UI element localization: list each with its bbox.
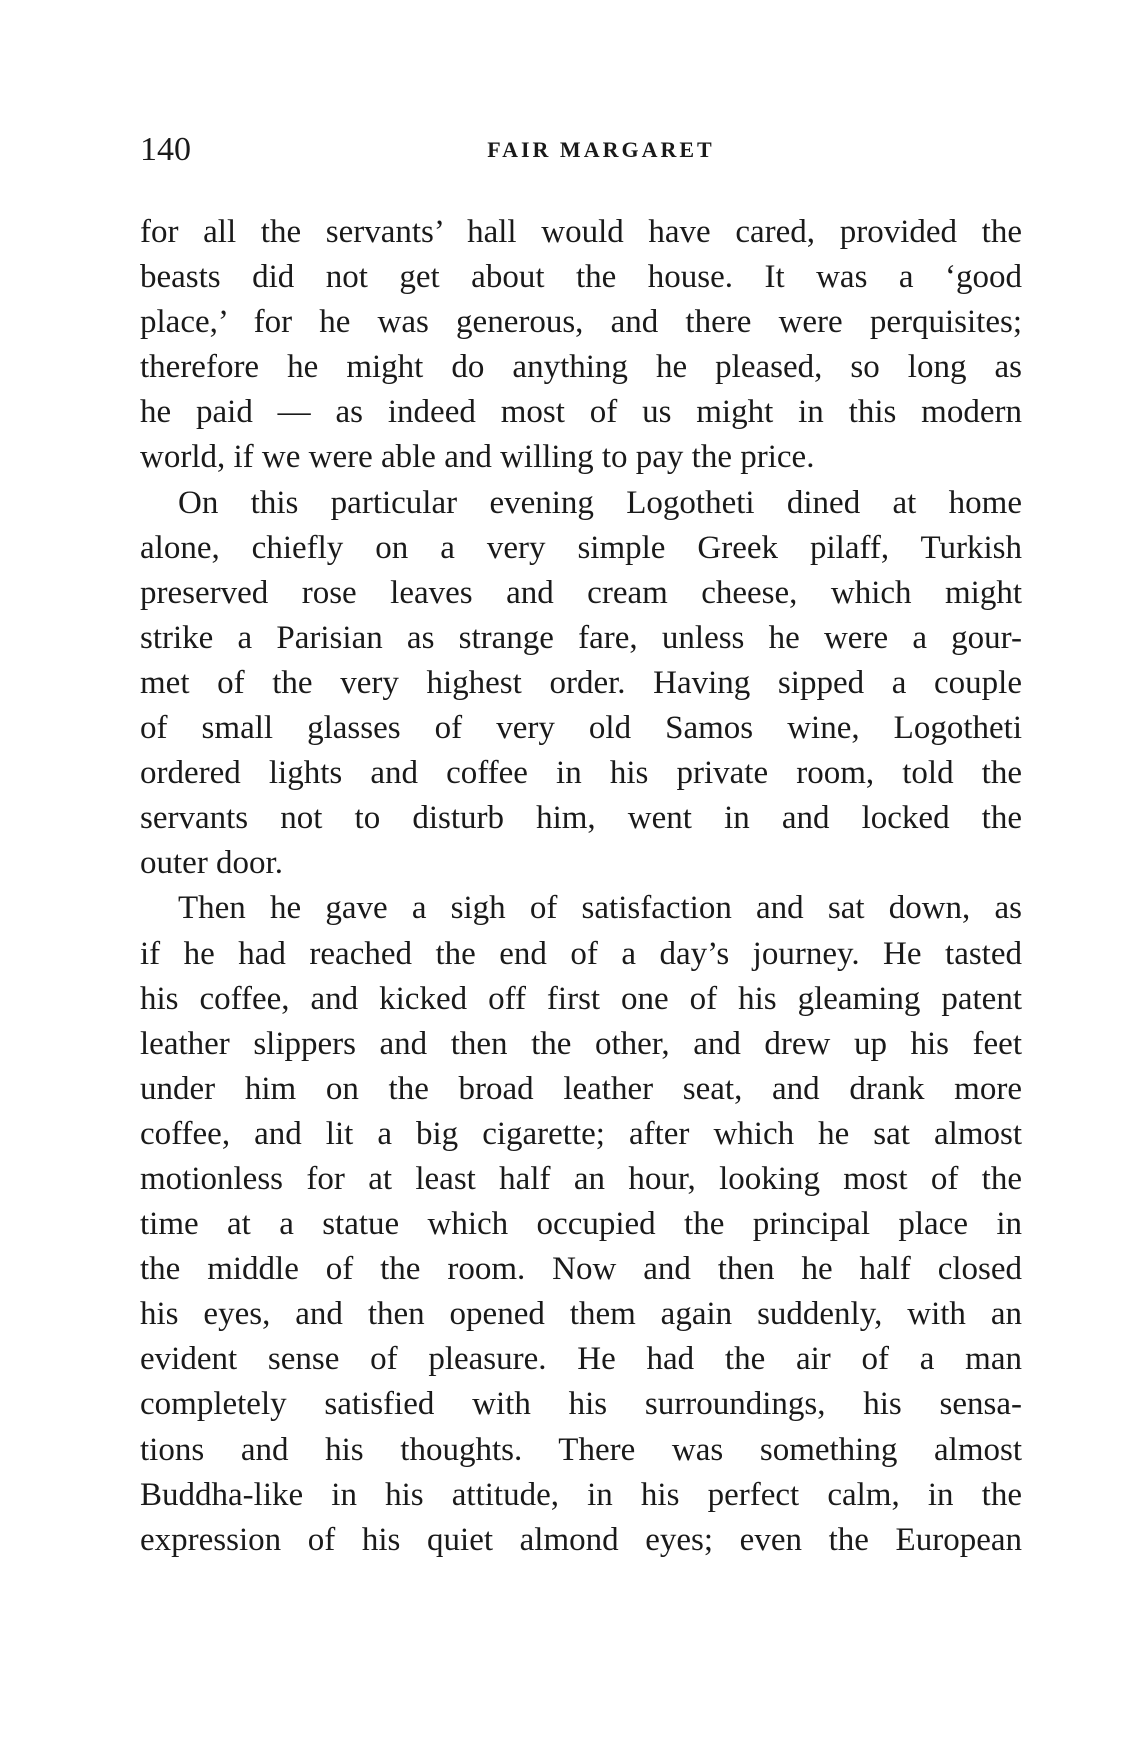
text-line: alone, chiefly on a very simple Greek pilaff, Turkish — [140, 529, 1022, 566]
text-line: place,’ for he was generous, and there were perquisites; — [140, 304, 1022, 341]
text-line: coffee, and lit a big cigarette; after which he sat almost — [140, 1115, 1022, 1152]
body-text — [140, 210, 1022, 1563]
text-line: expression of his quiet almond eyes; even the European — [140, 1521, 1022, 1558]
text-line: under him on the broad leather seat, and drank more — [140, 1070, 1022, 1107]
text-line: motionless for at least half an hour, looking most of the — [140, 1160, 1022, 1197]
text-line: completely satisfied with his surroundings, his sensa- — [140, 1386, 1022, 1423]
text-line: Then he gave a sigh of satisfaction and sat down, as — [178, 890, 1022, 927]
text-line: for all the servants’ hall would have cared, provided the — [140, 214, 1022, 250]
text-line: ordered lights and coffee in his private room, told the — [140, 755, 1022, 792]
text-line: world, if we were able and willing to pay the price. — [140, 439, 815, 476]
text-line: he paid — as indeed most of us might in this modern — [140, 394, 1022, 431]
text-line: Buddha-like in his attitude, in his perfect calm, in the — [140, 1476, 1022, 1513]
running-title: FAIR MARGARET — [487, 137, 715, 162]
text-line: strike a Parisian as strange fare, unless he were a gour- — [140, 619, 1022, 656]
text-line: of small glasses of very old Samos wine, Logotheti — [140, 710, 1022, 747]
text-line: evident sense of pleasure. He had the air of a man — [140, 1341, 1022, 1378]
text-line: time at a statue which occupied the principal place in — [140, 1206, 1022, 1243]
text-line: therefore he might do anything he pleased, so long as — [140, 349, 1022, 386]
text-line: his coffee, and kicked off first one of his gleaming patent — [140, 980, 1022, 1017]
text-line: beasts did not get about the house. It was a ‘good — [140, 259, 1022, 296]
text-line: if he had reached the end of a day’s journey. He tasted — [140, 935, 1022, 972]
text-line: On this particular evening Logotheti dined at home — [178, 484, 1022, 521]
text-line: tions and his thoughts. There was something almost — [140, 1431, 1022, 1468]
running-head — [140, 130, 1022, 170]
text-line: outer door. — [140, 845, 283, 882]
text-line: preserved rose leaves and cream cheese, which might — [140, 574, 1022, 611]
text-line: servants not to disturb him, went in and locked the — [140, 800, 1022, 837]
text-line: his eyes, and then opened them again suddenly, with an — [140, 1296, 1022, 1333]
text-line: leather slippers and then the other, and drew up his feet — [140, 1025, 1022, 1062]
text-line: met of the very highest order. Having sipped a couple — [140, 664, 1022, 701]
page-number: 140 — [140, 131, 191, 168]
text-line: the middle of the room. Now and then he half closed — [140, 1251, 1022, 1288]
